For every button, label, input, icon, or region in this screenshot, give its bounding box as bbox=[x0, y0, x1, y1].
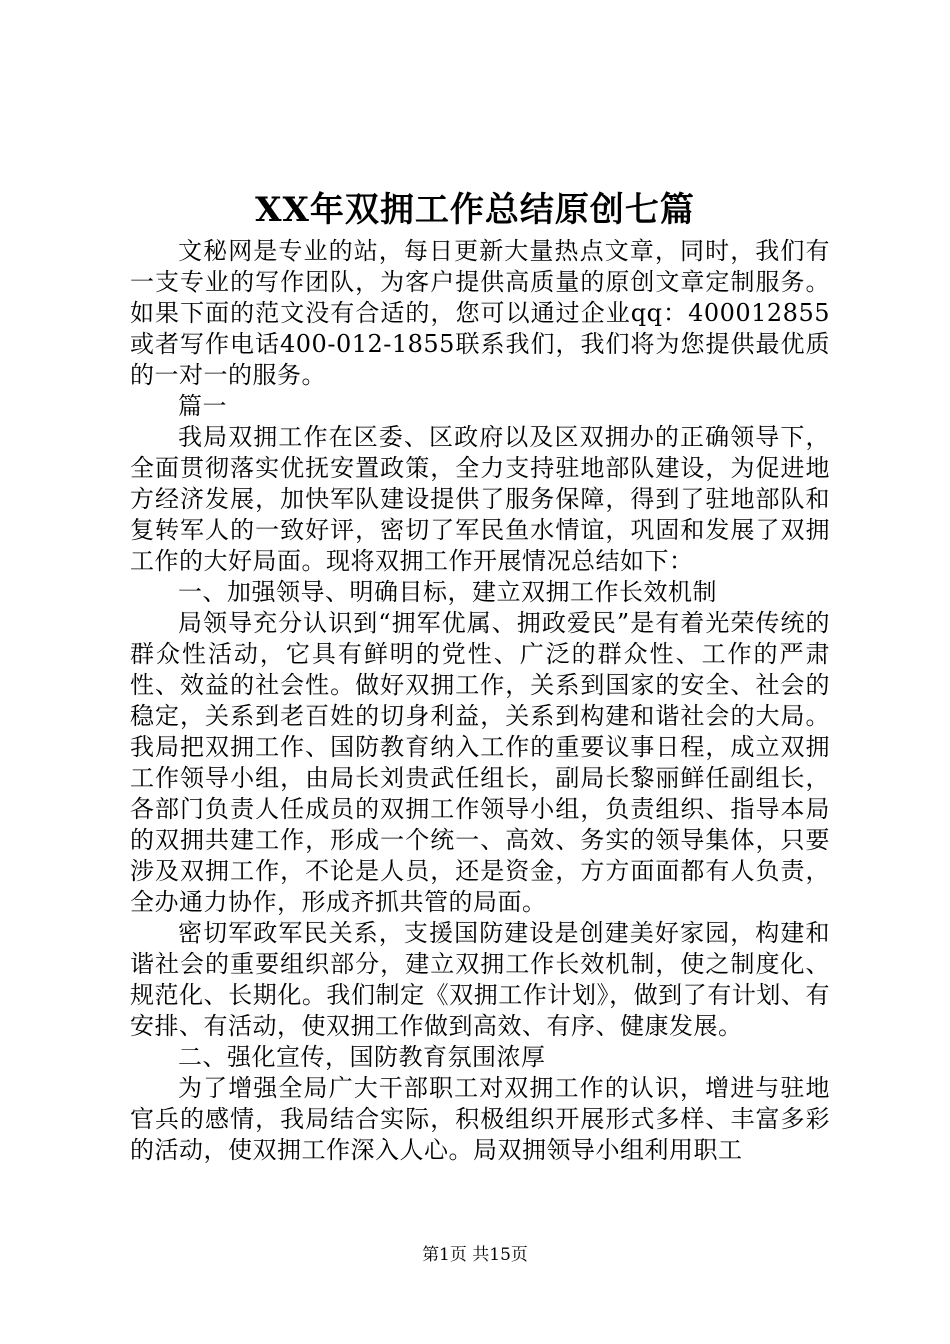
heading-section-two: 二、强化宣传，国防教育氛围浓厚 bbox=[178, 1043, 546, 1071]
heading-section-one: 一、加强领导、明确目标，建立双拥工作长效机制 bbox=[178, 578, 717, 606]
paragraph-mechanism: 密切军政军民关系，支援国防建设是创建美好家园，构建和谐社会的重要组织部分，建立双拥工作长效机制，使之制度化、规范化、长期化。我们制定《双拥工作计划》，做到了有计划、有安排、有活动，使双拥工作做到高效、有序、健康发展。 bbox=[130, 919, 830, 1040]
page-number-footer: 第1页 共15页 bbox=[422, 1245, 528, 1265]
paragraph-intro: 文秘网是专业的站，每日更新大量热点文章，同时，我们有一支专业的写作团队，为客户提供高质量的原创文章定制服务。如果下面的范文没有合适的，您可以通过企业qq：400012855或者写作电话400-012-1855联系我们，我们将为您提供最优质的一对一的服务。 bbox=[130, 237, 830, 389]
document-title: XX年双拥工作总结原创七篇 bbox=[255, 190, 695, 230]
paragraph-publicity: 为了增强全局广大干部职工对双拥工作的认识，增进与驻地官兵的感情，我局结合实际，积极组织开展形式多样、丰富多彩的活动，使双拥工作深入人心。局双拥领导小组利用职工 bbox=[130, 1074, 830, 1164]
paragraph-leadership: 局领导充分认识到“拥军优属、拥政爱民”是有着光荣传统的群众性活动，它具有鲜明的党性、广泛的群众性、工作的严肃性、效益的社会性。做好双拥工作，关系到国家的安全、社会的稳定，关系到老百姓的切身利益，关系到构建和谐社会的大局。我局把双拥工作、国防教育纳入工作的重要议事日程，成立双拥工作领导小组，由局长刘贵武任组长，副局长黎丽鲜任副组长，各部门负责人任成员的双拥工作领导小组，负责组织、指导本局的双拥共建工作，形成一个统一、高效、务实的领导集体，只要涉及双拥工作，不论是人员，还是资金，方方面面都有人负责，全办通力协作，形成齐抓共管的局面。 bbox=[130, 609, 830, 916]
paragraph-overview: 我局双拥工作在区委、区政府以及区双拥办的正确领导下，全面贯彻落实优抚安置政策，全力支持驻地部队建设，为促进地方经济发展，加快军队建设提供了服务保障，得到了驻地部队和复转军人的一致好评，密切了军民鱼水情谊，巩固和发展了双拥工作的大好局面。现将双拥工作开展情况总结如下： bbox=[130, 423, 830, 575]
section-label-part-one: 篇一 bbox=[178, 392, 227, 420]
document-body bbox=[130, 236, 830, 1166]
